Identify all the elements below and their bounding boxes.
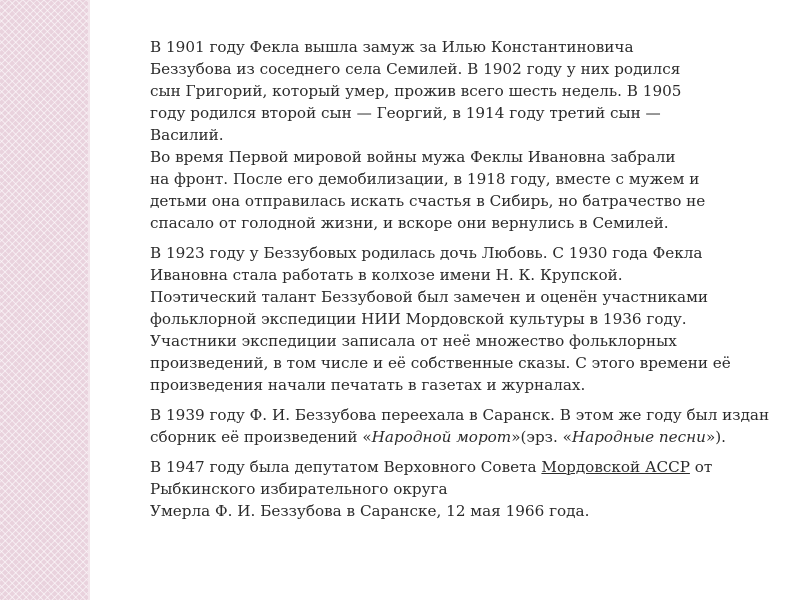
text-line: спасало от голодной жизни, и вскоре они вернулись в Семилей. (150, 214, 669, 232)
text-line: Участники экспедиции записала от неё множество фольклорных (150, 332, 677, 350)
text-segment: »). (705, 428, 726, 446)
paragraph-kolkhoz (150, 242, 760, 396)
text-line: на фронт. После его демобилизации, в 1918 году, вместе с мужем и (150, 170, 700, 188)
mordovian-assr-link[interactable]: Мордовской АССР (541, 458, 690, 476)
text-line: Рыбкинского избирательного округа (150, 480, 448, 498)
paragraph-saransk (150, 404, 770, 448)
text-line: Василий. (150, 126, 224, 144)
text-line: Умерла Ф. И. Беззубова в Саранске, 12 мая 1966 года. (150, 502, 590, 520)
text-segment: от (689, 458, 713, 476)
text-line: году родился второй сын — Георгий, в 1914 году третий сын — (150, 104, 661, 122)
document-body (150, 36, 770, 530)
text-segment: »(эрз. « (511, 428, 572, 446)
text-line: произведений, в том числе и её собственные сказы. С этого времени её (150, 354, 731, 372)
text-line: Поэтический талант Беззубовой был замечен и оценён участниками (150, 288, 709, 306)
text-segment: В 1947 году была депутатом Верховного Совета (150, 458, 542, 476)
decorative-side-band (0, 0, 88, 600)
text-line: Ивановна стала работать в колхозе имени Н. К. Крупской. (150, 266, 623, 284)
italic-title: Народной морот (371, 428, 512, 446)
text-line: В 1939 году Ф. И. Беззубова переехала в Саранск. В этом же году был издан (150, 406, 770, 424)
paragraph-marriage (150, 36, 760, 234)
text-line: Во время Первой мировой войны мужа Феклы Ивановна забрали (150, 148, 676, 166)
text-line: В 1901 году Фекла вышла замуж за Илью Константиновича (150, 38, 634, 56)
side-band-edge (88, 0, 90, 600)
text-line: детьми она отправилась искать счастья в Сибирь, но батрачество не (150, 192, 706, 210)
text-line: фольклорной экспедиции НИИ Мордовской культуры в 1936 году. (150, 310, 687, 328)
text-line: Беззубова из соседнего села Семилей. В 1902 году у них родился (150, 60, 681, 78)
text-line: сын Григорий, который умер, прожив всего шесть недель. В 1905 (150, 82, 682, 100)
text-segment: сборник её произведений « (150, 428, 372, 446)
text-line: В 1923 году у Беззубовых родилась дочь Любовь. С 1930 года Фекла (150, 244, 703, 262)
italic-title: Народные песни (571, 428, 706, 446)
text-line (150, 456, 760, 478)
paragraph-deputy (150, 456, 760, 522)
text-line (150, 426, 760, 448)
text-line: произведения начали печатать в газетах и журналах. (150, 376, 586, 394)
